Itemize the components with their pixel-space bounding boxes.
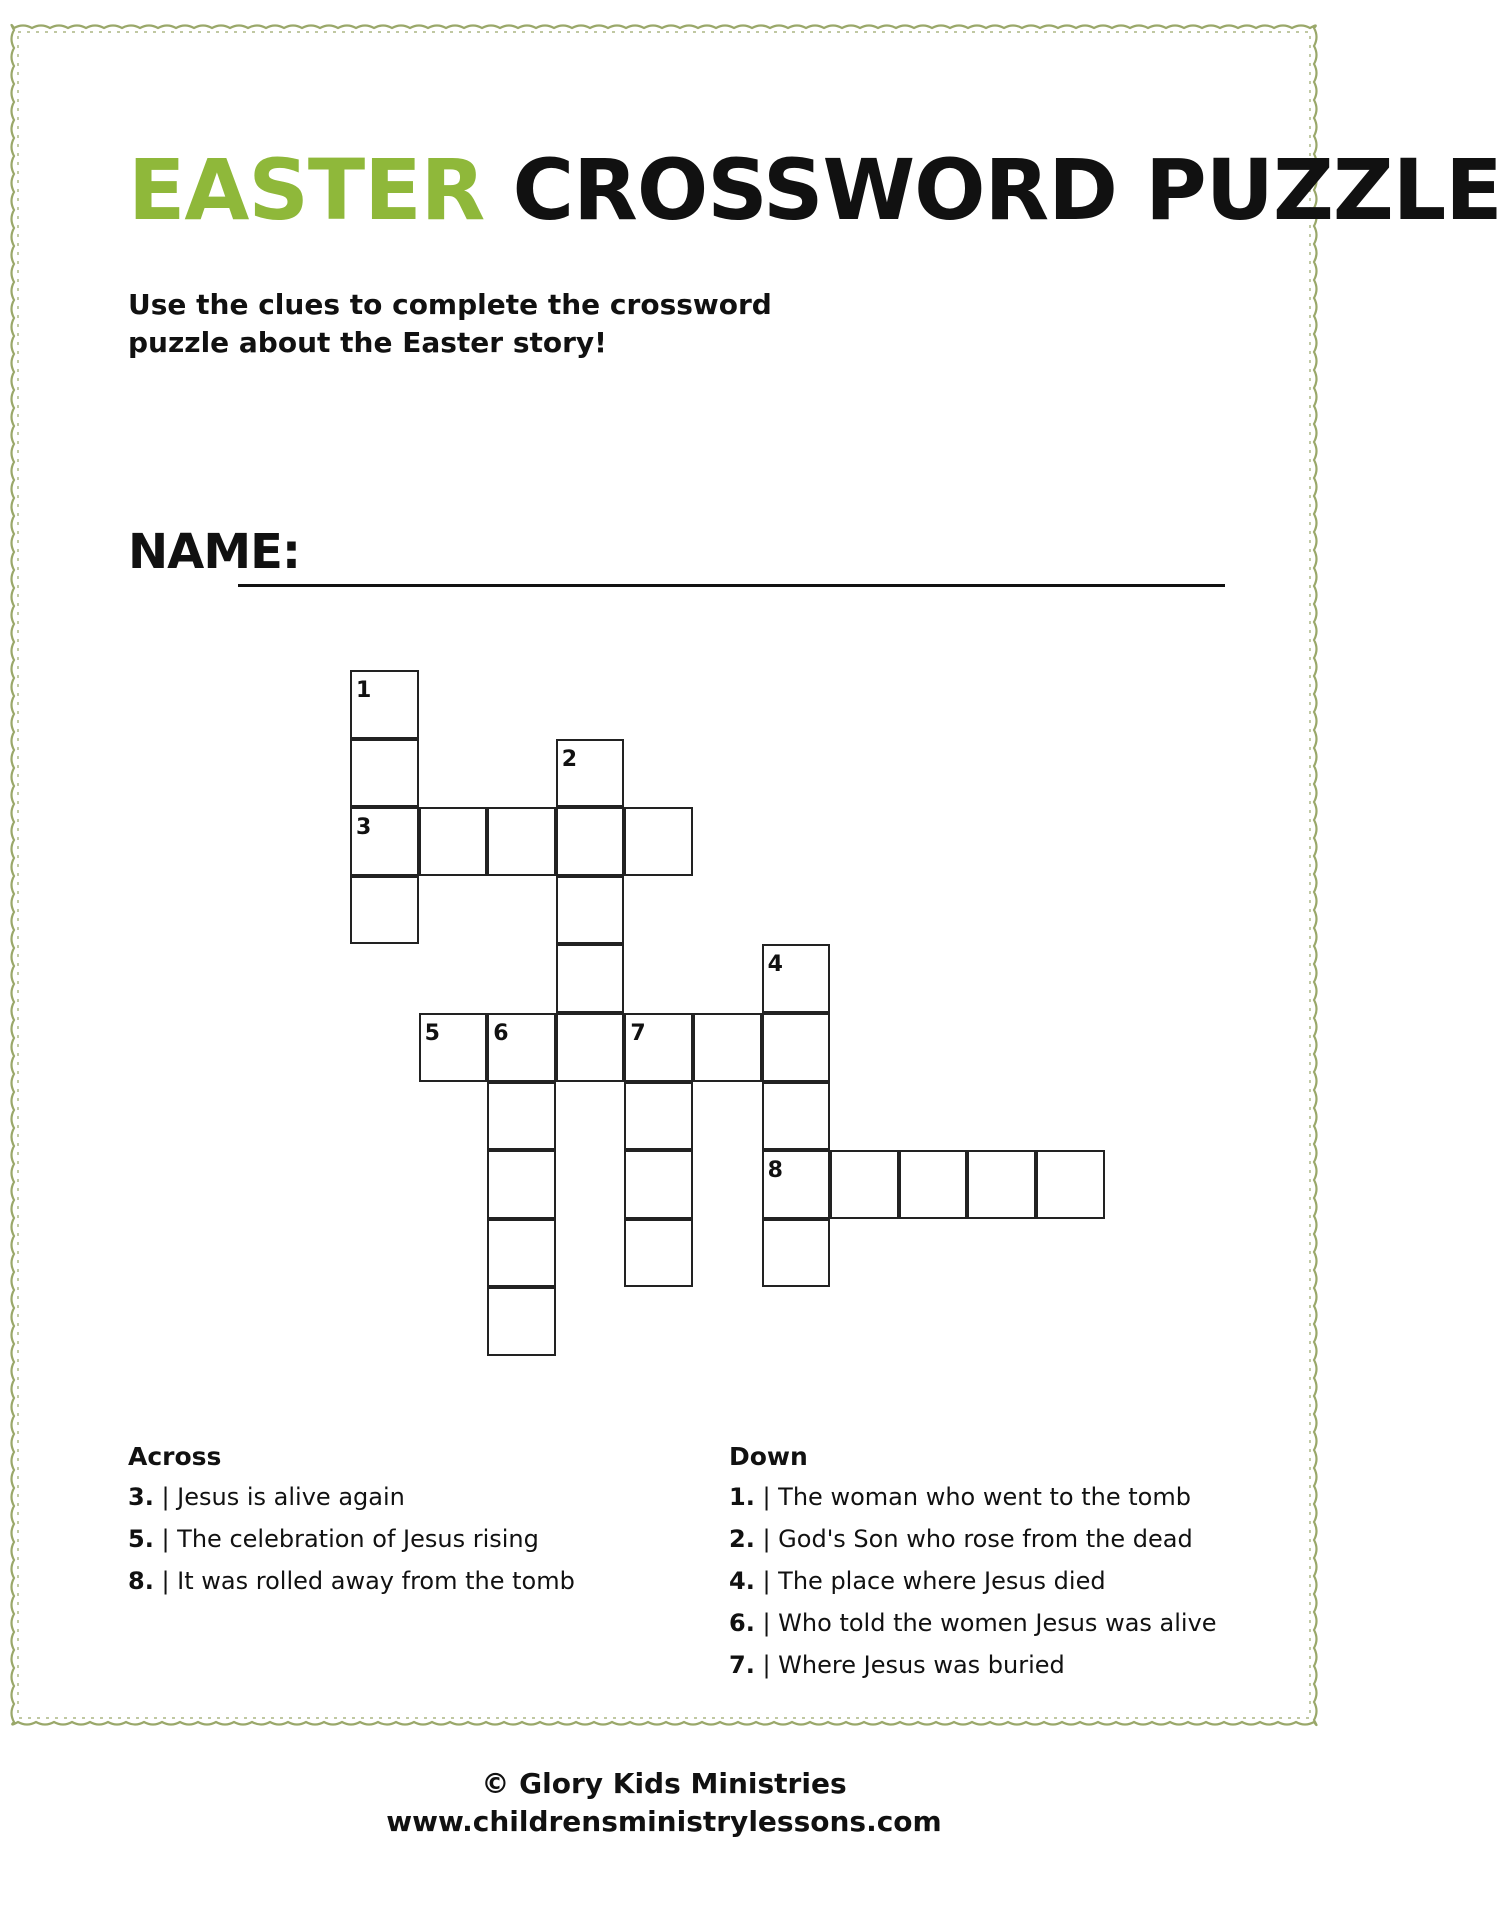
across-clue <box>128 1566 575 1596</box>
crossword-cell[interactable] <box>762 1013 831 1082</box>
cell-number: 6 <box>493 1021 509 1046</box>
crossword-cell[interactable] <box>556 944 625 1013</box>
cell-number: 7 <box>630 1021 646 1046</box>
footer <box>0 1765 1328 1841</box>
crossword-cell[interactable] <box>693 1013 762 1082</box>
crossword-cell[interactable] <box>487 1287 556 1356</box>
cell-number: 3 <box>356 815 372 841</box>
crossword-cell[interactable] <box>762 1082 831 1151</box>
clue-number: 3. <box>128 1483 154 1511</box>
crossword-cell[interactable] <box>487 807 556 876</box>
crossword-cell[interactable] <box>830 1150 899 1219</box>
clue-text: | The place where Jesus died <box>762 1567 1106 1595</box>
crossword-cell[interactable] <box>624 1219 693 1288</box>
crossword-cell-5[interactable] <box>419 1013 488 1082</box>
crossword-cell[interactable] <box>556 1013 625 1082</box>
clue-text: | It was rolled away from the tomb <box>161 1567 575 1595</box>
down-clue <box>729 1650 1217 1680</box>
crossword-cell[interactable] <box>350 739 419 808</box>
crossword-cell[interactable] <box>487 1082 556 1151</box>
crossword-cell-6[interactable] <box>487 1013 556 1082</box>
clue-number: 7. <box>729 1651 755 1679</box>
clue-text: | The celebration of Jesus rising <box>161 1525 539 1553</box>
crossword-cell[interactable] <box>556 807 625 876</box>
across-clues <box>128 1442 575 1608</box>
crossword-cell-2[interactable] <box>556 739 625 808</box>
crossword-cell[interactable] <box>1036 1150 1105 1219</box>
cell-number: 5 <box>424 1021 440 1046</box>
copyright-text: © Glory Kids Ministries <box>481 1767 847 1800</box>
cell-number: 2 <box>561 746 578 772</box>
clue-number: 2. <box>729 1525 755 1553</box>
crossword-cell[interactable] <box>419 807 488 876</box>
crossword-cell-7[interactable] <box>624 1013 693 1082</box>
clue-text: | Who told the women Jesus was alive <box>762 1609 1217 1637</box>
crossword-cell[interactable] <box>624 1150 693 1219</box>
clue-number: 6. <box>729 1609 755 1637</box>
cell-number: 8 <box>767 1158 783 1184</box>
title-rest: CROSSWORD PUZZLE <box>512 141 1502 239</box>
crossword-cell[interactable] <box>487 1219 556 1288</box>
crossword-cell[interactable] <box>624 1082 693 1151</box>
crossword-cell[interactable] <box>350 876 419 945</box>
clue-text: | Jesus is alive again <box>161 1483 405 1511</box>
crossword-cell[interactable] <box>556 876 625 945</box>
crossword-cell[interactable] <box>624 807 693 876</box>
down-clue <box>729 1524 1217 1554</box>
down-heading: Down <box>729 1442 808 1471</box>
instructions-text: Use the clues to complete the crossword puzzle about the Easter story! <box>128 288 772 359</box>
down-clue <box>729 1566 1217 1596</box>
crossword-cell-4[interactable] <box>762 944 831 1013</box>
clue-number: 1. <box>729 1483 755 1511</box>
title-accent-word: EASTER <box>128 141 485 239</box>
cell-number: 4 <box>767 952 783 978</box>
crossword-cell[interactable] <box>762 1219 831 1288</box>
clue-number: 8. <box>128 1567 154 1595</box>
name-label: NAME: <box>128 524 301 580</box>
across-heading: Across <box>128 1442 222 1471</box>
cell-number: 1 <box>356 678 372 703</box>
crossword-cell[interactable] <box>899 1150 968 1219</box>
across-clue <box>128 1482 575 1512</box>
crossword-cell[interactable] <box>487 1150 556 1219</box>
crossword-cell-8[interactable] <box>762 1150 831 1219</box>
down-clue <box>729 1482 1217 1512</box>
down-clues <box>729 1442 1217 1692</box>
website-link[interactable]: www.childrensministrylessons.com <box>386 1805 942 1838</box>
down-clue <box>729 1608 1217 1638</box>
clue-text: | The woman who went to the tomb <box>762 1483 1191 1511</box>
crossword-cell[interactable] <box>967 1150 1036 1219</box>
clue-text: | Where Jesus was buried <box>762 1651 1065 1679</box>
clue-number: 5. <box>128 1525 154 1553</box>
clue-text: | God's Son who rose from the dead <box>762 1525 1193 1553</box>
across-clue <box>128 1524 575 1554</box>
crossword-cell-3[interactable] <box>350 807 419 876</box>
clue-number: 4. <box>729 1567 755 1595</box>
crossword-cell-1[interactable] <box>350 670 419 739</box>
